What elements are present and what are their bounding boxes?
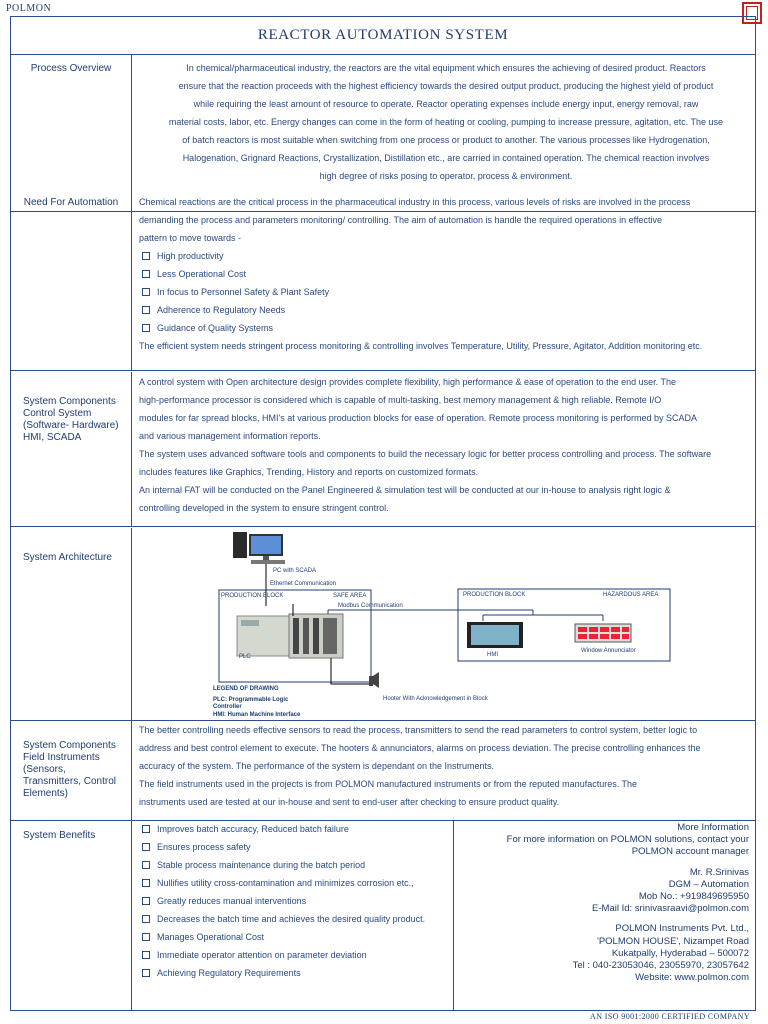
checkbox-icon [142, 879, 150, 887]
text-line: high degree of risks posing to operator, process & environment. [319, 171, 573, 181]
text-line: The system uses advanced software tools and components to build the necessary logic for better process controlling and process. The software [139, 449, 712, 459]
architecture-section [11, 528, 755, 721]
text-line: address and best control element to execute. The hooters & annunciators, alarms on process deviation. The precise controlling enhances the [139, 743, 701, 753]
website-link[interactable]: Website: www.polmon.com [635, 972, 749, 984]
pc-label: PC with SCADA [273, 568, 317, 574]
text-line: and various management information reports. [139, 431, 321, 441]
list-item: Guidance of Quality Systems [139, 319, 749, 337]
checkbox-icon [142, 288, 150, 296]
text-line: pattern to move towards - [139, 233, 242, 243]
document-frame [10, 16, 756, 1011]
list-item: Greatly reduces manual interventions [139, 892, 453, 910]
page-title: REACTOR AUTOMATION SYSTEM [11, 17, 755, 55]
process-overview-label: Process Overview [11, 55, 132, 211]
text-line: The better controlling needs effective sensors to read the process, transmitters to send the read parameters to control system, better logic to [139, 725, 698, 735]
checkbox-icon [142, 270, 150, 278]
text-line: Halogenation, Grignard Reactions, Crystallization, Distillation etc., are carried in contained operation. The chemical reaction involves [182, 153, 710, 163]
list-item: Immediate operator attention on parameter deviation [139, 946, 453, 964]
text-line: ensure that the reaction proceeds with the highest efficiency towards the desired output product, producing the highest yield of product [178, 81, 714, 91]
legend-title: LEGEND OF DRAWING [213, 686, 279, 692]
annunciator-label: Window Annunciator [581, 648, 636, 654]
control-system-label: System Components Control System (Software- Hardware) HMI, SCADA [11, 372, 132, 526]
plc-icon [237, 614, 343, 658]
hmi-label: HMI [487, 652, 498, 658]
modbus-label: Modbus Communication [338, 603, 403, 609]
contact-mobile[interactable]: Mob No.: +919849695950 [638, 891, 749, 903]
contact-heading: More Information [677, 822, 749, 833]
text-line: modules for far spread blocks, HMI's at various production blocks for ease of operation. Remote process monitoring is performed by SCADA [139, 413, 697, 423]
need-for-automation-text [133, 193, 755, 370]
production-block-right-label: PRODUCTION BLOCK [463, 592, 526, 598]
legend-hmi: HMI: Human Machine Interface [213, 712, 301, 718]
checkbox-icon [142, 897, 150, 905]
telephone[interactable]: Tel : 040-23053046, 23055970, 23057642 [572, 960, 749, 972]
field-instruments-text [133, 720, 755, 820]
ethernet-label: Ethernet Communication [270, 581, 337, 587]
address-line: 'POLMON HOUSE', Nizampet Road [597, 935, 749, 947]
benefits-label: System Benefits [11, 820, 132, 1010]
hmi-icon [467, 622, 523, 648]
checkbox-icon [142, 825, 150, 833]
checkbox-icon [142, 861, 150, 869]
checkbox-icon [142, 951, 150, 959]
address-line: Kukatpally, Hyderabad – 500072 [611, 947, 749, 959]
need-for-automation-section [11, 193, 755, 371]
checkbox-icon [142, 933, 150, 941]
checkbox-icon [142, 306, 150, 314]
benefits-list [133, 820, 454, 1010]
list-item: Ensures process safety [139, 838, 453, 856]
plc-label: PLC [239, 654, 251, 660]
list-item: Stable process maintenance during the batch period [139, 856, 453, 874]
text-line: Chemical reactions are the critical process in the pharmaceutical industry in this process, various levels of risks are involved in the process [139, 197, 691, 207]
field-instruments-section [11, 720, 755, 821]
checkbox-icon [142, 252, 150, 260]
text-line: The field instruments used in the projects is from POLMON manufactured instruments or from the reputed manufactures. The [139, 779, 638, 789]
contact-line: POLMON account manager [631, 846, 749, 858]
text-line: accuracy of the system. The performance of the system is dependant on the Instruments. [139, 761, 495, 771]
list-item: Less Operational Cost [139, 265, 749, 283]
text-line: A control system with Open architecture design provides complete flexibility, high performance & ease of operation to the end user. The [139, 377, 676, 387]
need-for-automation-label: Need For Automation [11, 193, 132, 370]
list-item: Nullifies utility cross-contamination and minimizes corrosion etc., [139, 874, 453, 892]
benefits-area [133, 820, 755, 1010]
text-line: of batch reactors is most suitable when switching from one process or product to another. The various processes like Hydrogenation, [182, 135, 710, 145]
list-item: High productivity [139, 247, 749, 265]
process-overview-text [133, 55, 755, 211]
list-item: Manages Operational Cost [139, 928, 453, 946]
checkbox-icon [142, 969, 150, 977]
architecture-diagram-area [133, 528, 755, 720]
checkbox-icon [142, 915, 150, 923]
checkbox-icon [142, 843, 150, 851]
architecture-diagram [133, 528, 753, 718]
production-block-label: PRODUCTION BLOCK [221, 593, 284, 599]
list-item: Improves batch accuracy, Reduced batch failure [139, 820, 453, 838]
list-item: Adherence to Regulatory Needs [139, 301, 749, 319]
text-line: while requiring the least amount of resource to operate. Reactor operating expenses include energy input, energy removal, raw [193, 99, 699, 109]
contact-email[interactable]: E-Mail Id: srinivasraavi@polmon.com [592, 903, 749, 915]
legend-plc-cont: Controller [213, 704, 242, 710]
text-line: high-performance processor is considered which is capable of multi-tasking, best memory management & high reliable. Remote I/O [139, 395, 662, 405]
list-item: Achieving Regulatory Requirements [139, 964, 453, 982]
control-system-section [11, 372, 755, 527]
contact-title: DGM – Automation [668, 878, 749, 890]
process-overview-section [11, 55, 755, 212]
brand-name: POLMON [6, 3, 52, 14]
text-line: An internal FAT will be conducted on the Panel Engineered & simulation test will be conducted at our in-house to analysis right logic & [139, 485, 671, 495]
legend-plc: PLC: Programmable Logic [213, 697, 289, 703]
contact-line: For more information on POLMON solutions, contact your [506, 834, 749, 846]
text-line: instruments used are tested at our in-house and sent to end-user after checking to ensure product quality. [139, 797, 560, 807]
checkbox-icon [142, 324, 150, 332]
company-name: POLMON Instruments Pvt. Ltd., [615, 923, 749, 935]
list-item: Decreases the batch time and achieves the desired quality product. [139, 910, 453, 928]
hazardous-area-label: HAZARDOUS AREA [603, 592, 659, 598]
annunciator-icon [575, 624, 631, 642]
contact-block [455, 822, 749, 984]
text-line: In chemical/pharmaceutical industry, the reactors are the vital equipment which ensures the achieving of desired product. Reactors [186, 63, 706, 73]
benefits-section [11, 820, 755, 1010]
hooter-label: Hooter With Acknowledgement in Block [383, 696, 488, 702]
text-line: includes features like Graphics, Trending, History and reports on customized formats. [139, 467, 479, 477]
certification-footer: AN ISO 9001:2000 CERTIFIED COMPANY [590, 1012, 750, 1021]
safe-area-label: SAFE AREA [333, 593, 367, 599]
pc-icon [233, 532, 285, 564]
architecture-label: System Architecture [11, 528, 132, 720]
control-system-text [133, 372, 755, 526]
contact-name: Mr. R.Srinivas [689, 866, 749, 878]
text-line: The efficient system needs stringent process monitoring & controlling involves Temperature, Utility, Pressure, Agitator, Addition monitoring etc. [139, 341, 703, 351]
text-line: demanding the process and parameters monitoring/ controlling. The aim of automation is handle the required operations in effective [139, 215, 662, 225]
text-line: controlling developed in the system to ensure stringent control. [139, 503, 389, 513]
field-instruments-label: System Components Field Instruments (Sensors, Transmitters, Control Elements) [11, 720, 132, 820]
text-line: material costs, labor, etc. Energy changes can come in the form of heating or cooling, pumping to increase pressure, agitation, etc. The use [168, 117, 724, 127]
list-item: In focus to Personnel Safety & Plant Safety [139, 283, 749, 301]
